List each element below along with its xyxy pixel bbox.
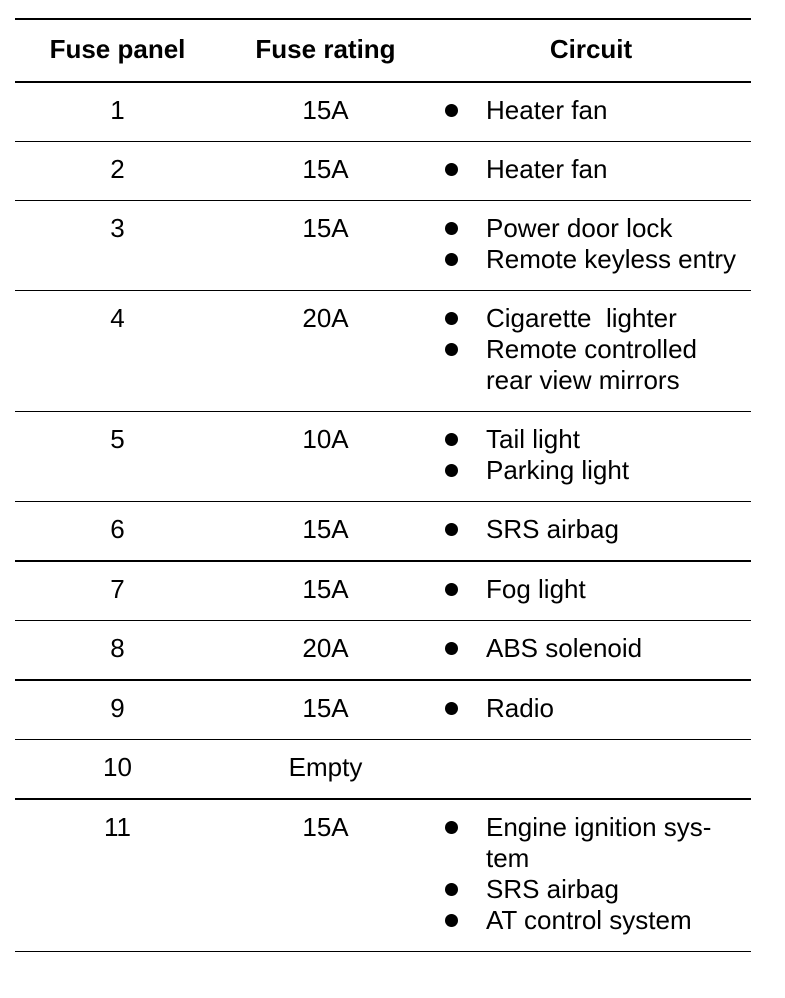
fuse-rating: 20A bbox=[302, 633, 349, 663]
circuit-label: Engine ignition sys-tem bbox=[486, 812, 712, 873]
table-row bbox=[15, 201, 751, 291]
fuse-rating: 15A bbox=[302, 693, 349, 723]
fuse-panel-number: 9 bbox=[110, 693, 125, 723]
fuse-rating: 15A bbox=[302, 514, 349, 544]
circuit-label: SRS airbag bbox=[486, 874, 619, 904]
circuit-cell bbox=[431, 412, 751, 502]
table-header bbox=[15, 19, 751, 82]
circuit-cell bbox=[431, 740, 751, 800]
circuit-label: Radio bbox=[486, 693, 554, 723]
circuit-item bbox=[431, 303, 751, 334]
bullet-icon bbox=[445, 464, 458, 477]
circuit-label: AT control system bbox=[486, 905, 692, 935]
circuit-item bbox=[431, 905, 751, 936]
bullet-icon bbox=[445, 702, 458, 715]
circuit-label: Heater fan bbox=[486, 95, 608, 125]
bullet-icon bbox=[445, 821, 458, 834]
fuse-panel-number: 10 bbox=[103, 752, 132, 782]
bullet-icon bbox=[445, 222, 458, 235]
fuse-panel-number: 5 bbox=[110, 424, 125, 454]
circuit-item bbox=[431, 424, 751, 455]
table-row bbox=[15, 291, 751, 412]
fuse-panel-number: 7 bbox=[110, 574, 125, 604]
circuit-item bbox=[431, 874, 751, 905]
bullet-icon bbox=[445, 883, 458, 896]
bullet-icon bbox=[445, 433, 458, 446]
circuit-label: Parking light bbox=[486, 455, 630, 485]
circuit-label: Heater fan bbox=[486, 154, 608, 184]
circuit-list bbox=[431, 154, 751, 185]
bullet-icon bbox=[445, 583, 458, 596]
fuse-rating: 15A bbox=[302, 154, 349, 184]
bullet-icon bbox=[445, 343, 458, 356]
circuit-cell bbox=[431, 621, 751, 681]
fuse-rating: 15A bbox=[302, 812, 349, 842]
fuse-panel-number: 4 bbox=[110, 303, 125, 333]
table-row bbox=[15, 142, 751, 201]
table-row bbox=[15, 740, 751, 800]
circuit-label: ABS solenoid bbox=[486, 633, 643, 663]
circuit-list bbox=[431, 574, 751, 605]
circuit-list bbox=[431, 633, 751, 664]
circuit-list bbox=[431, 95, 751, 126]
fuse-table bbox=[15, 18, 751, 952]
circuit-label: Remote controlled rear view mirrors bbox=[486, 334, 697, 395]
circuit-item bbox=[431, 95, 751, 126]
circuit-cell bbox=[431, 291, 751, 412]
circuit-label: Tail light bbox=[486, 424, 580, 454]
table-row bbox=[15, 561, 751, 621]
circuit-item bbox=[431, 693, 751, 724]
circuit-item bbox=[431, 812, 751, 874]
table-row bbox=[15, 412, 751, 502]
circuit-cell bbox=[431, 502, 751, 562]
circuit-label: Cigarette lighter bbox=[486, 303, 677, 333]
circuit-item bbox=[431, 244, 751, 275]
fuse-rating: 20A bbox=[302, 303, 349, 333]
circuit-item bbox=[431, 334, 751, 396]
table-row bbox=[15, 680, 751, 740]
circuit-cell bbox=[431, 82, 751, 142]
circuit-item bbox=[431, 574, 751, 605]
fuse-rating: 15A bbox=[302, 574, 349, 604]
table-row bbox=[15, 621, 751, 681]
table-row bbox=[15, 82, 751, 142]
circuit-list bbox=[431, 693, 751, 724]
circuit-list bbox=[431, 303, 751, 396]
fuse-panel-number: 1 bbox=[110, 95, 125, 125]
circuit-cell bbox=[431, 142, 751, 201]
fuse-panel-number: 6 bbox=[110, 514, 125, 544]
circuit-cell bbox=[431, 680, 751, 740]
header-fuse-panel: Fuse panel bbox=[49, 34, 186, 64]
fuse-panel-number: 3 bbox=[110, 213, 125, 243]
circuit-item bbox=[431, 455, 751, 486]
circuit-label: Power door lock bbox=[486, 213, 673, 243]
table-body bbox=[15, 82, 751, 952]
table-row bbox=[15, 502, 751, 562]
bullet-icon bbox=[445, 523, 458, 536]
fuse-rating: 15A bbox=[302, 213, 349, 243]
fuse-rating: Empty bbox=[288, 752, 363, 782]
circuit-label: Fog light bbox=[486, 574, 586, 604]
table-row bbox=[15, 799, 751, 952]
fuse-rating: 15A bbox=[302, 95, 349, 125]
fuse-rating: 10A bbox=[302, 424, 349, 454]
circuit-label: Remote keyless entry bbox=[486, 244, 736, 274]
circuit-item bbox=[431, 213, 751, 244]
circuit-label: SRS airbag bbox=[486, 514, 619, 544]
circuit-cell bbox=[431, 201, 751, 291]
header-fuse-rating: Fuse rating bbox=[255, 34, 396, 64]
bullet-icon bbox=[445, 312, 458, 325]
bullet-icon bbox=[445, 253, 458, 266]
fuse-panel-number: 8 bbox=[110, 633, 125, 663]
fuse-panel-number: 2 bbox=[110, 154, 125, 184]
circuit-list bbox=[431, 424, 751, 486]
header-circuit: Circuit bbox=[549, 34, 633, 64]
bullet-icon bbox=[445, 104, 458, 117]
circuit-item bbox=[431, 154, 751, 185]
circuit-list bbox=[431, 514, 751, 545]
circuit-item bbox=[431, 633, 751, 664]
circuit-cell bbox=[431, 561, 751, 621]
circuit-list bbox=[431, 812, 751, 936]
bullet-icon bbox=[445, 914, 458, 927]
fuse-panel-number: 11 bbox=[104, 812, 131, 842]
circuit-item bbox=[431, 514, 751, 545]
bullet-icon bbox=[445, 642, 458, 655]
circuit-list bbox=[431, 213, 751, 275]
circuit-cell bbox=[431, 799, 751, 952]
bullet-icon bbox=[445, 163, 458, 176]
header-row bbox=[15, 19, 751, 82]
